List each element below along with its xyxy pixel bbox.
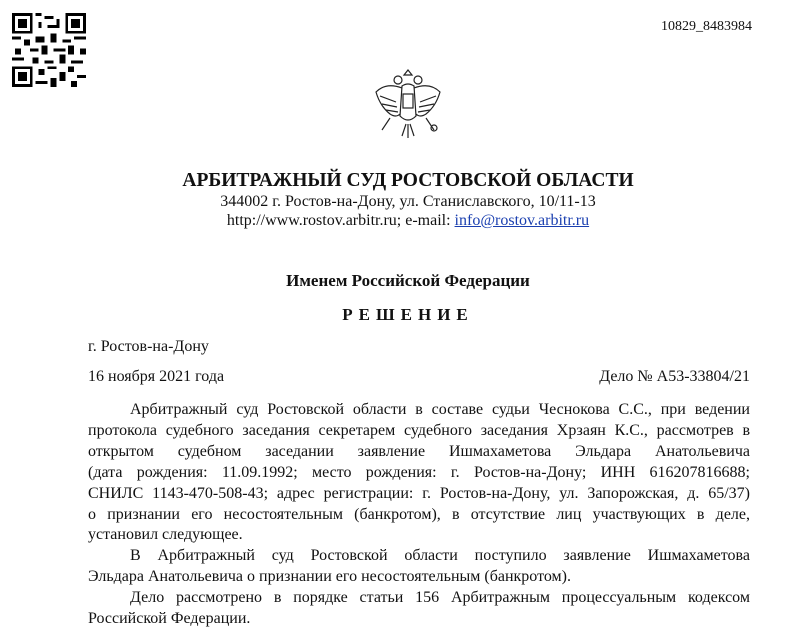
- email-link[interactable]: info@rostov.arbitr.ru: [454, 212, 590, 229]
- body-line: установил следующее.: [88, 526, 243, 544]
- city: г. Ростов-на-Дону: [88, 338, 209, 355]
- website-text: http://www.rostov.arbitr.ru; e-mail:: [226, 212, 455, 229]
- coat-of-arms-emblem: [372, 66, 444, 142]
- court-name: АРБИТРАЖНЫЙ СУД РОСТОВСКОЙ ОБЛАСТИ: [182, 170, 634, 191]
- body-line: Дело рассмотрено в порядке статьи 156 Арбитражным процессуальным кодексом: [130, 589, 750, 607]
- body-line: открытом судебном заседании заявление Ишмахаметова Эльдара Анатольевича: [88, 442, 750, 460]
- body-line: о признании его несостоятельным (банкротом), в отсутствие лиц участвующих в деле,: [88, 505, 750, 523]
- decision-date: 16 ноября 2021 года: [88, 368, 225, 385]
- court-contacts: [0, 212, 800, 230]
- court-address: 344002 г. Ростов-на-Дону, ул. Станиславского, 10/11-13: [220, 193, 596, 210]
- qr-code: [12, 12, 86, 88]
- in-name-of-federation: Именем Российской Федерации: [286, 271, 530, 290]
- document-number: 10829_8483984: [661, 19, 752, 34]
- body-line: СНИЛС 1143-470-508-43; адрес регистрации: г. Ростов-на-Дону, ул. Запорожская, д. 65/37): [88, 484, 750, 502]
- decision-body: [88, 400, 750, 630]
- document-title: РЕШЕНИЕ: [342, 305, 474, 324]
- body-line: В Арбитражный суд Ростовской области поступило заявление Ишмахаметова: [130, 547, 750, 565]
- body-line: Российской Федерации.: [88, 610, 251, 628]
- body-line: протокола судебного заседания секретарем судебного заседания Хрзаян К.С., рассмотрев в: [88, 421, 750, 439]
- case-number: Дело № А53-33804/21: [599, 368, 750, 385]
- body-line: Арбитражный суд Ростовской области в составе судьи Чеснокова С.С., при ведении: [130, 401, 750, 418]
- body-line: Эльдара Анатольевича о признании его несостоятельным (банкротом).: [88, 568, 571, 586]
- body-line: (дата рождения: 11.09.1992; место рождения: г. Ростов-на-Дону; ИНН 616207816688;: [88, 463, 750, 481]
